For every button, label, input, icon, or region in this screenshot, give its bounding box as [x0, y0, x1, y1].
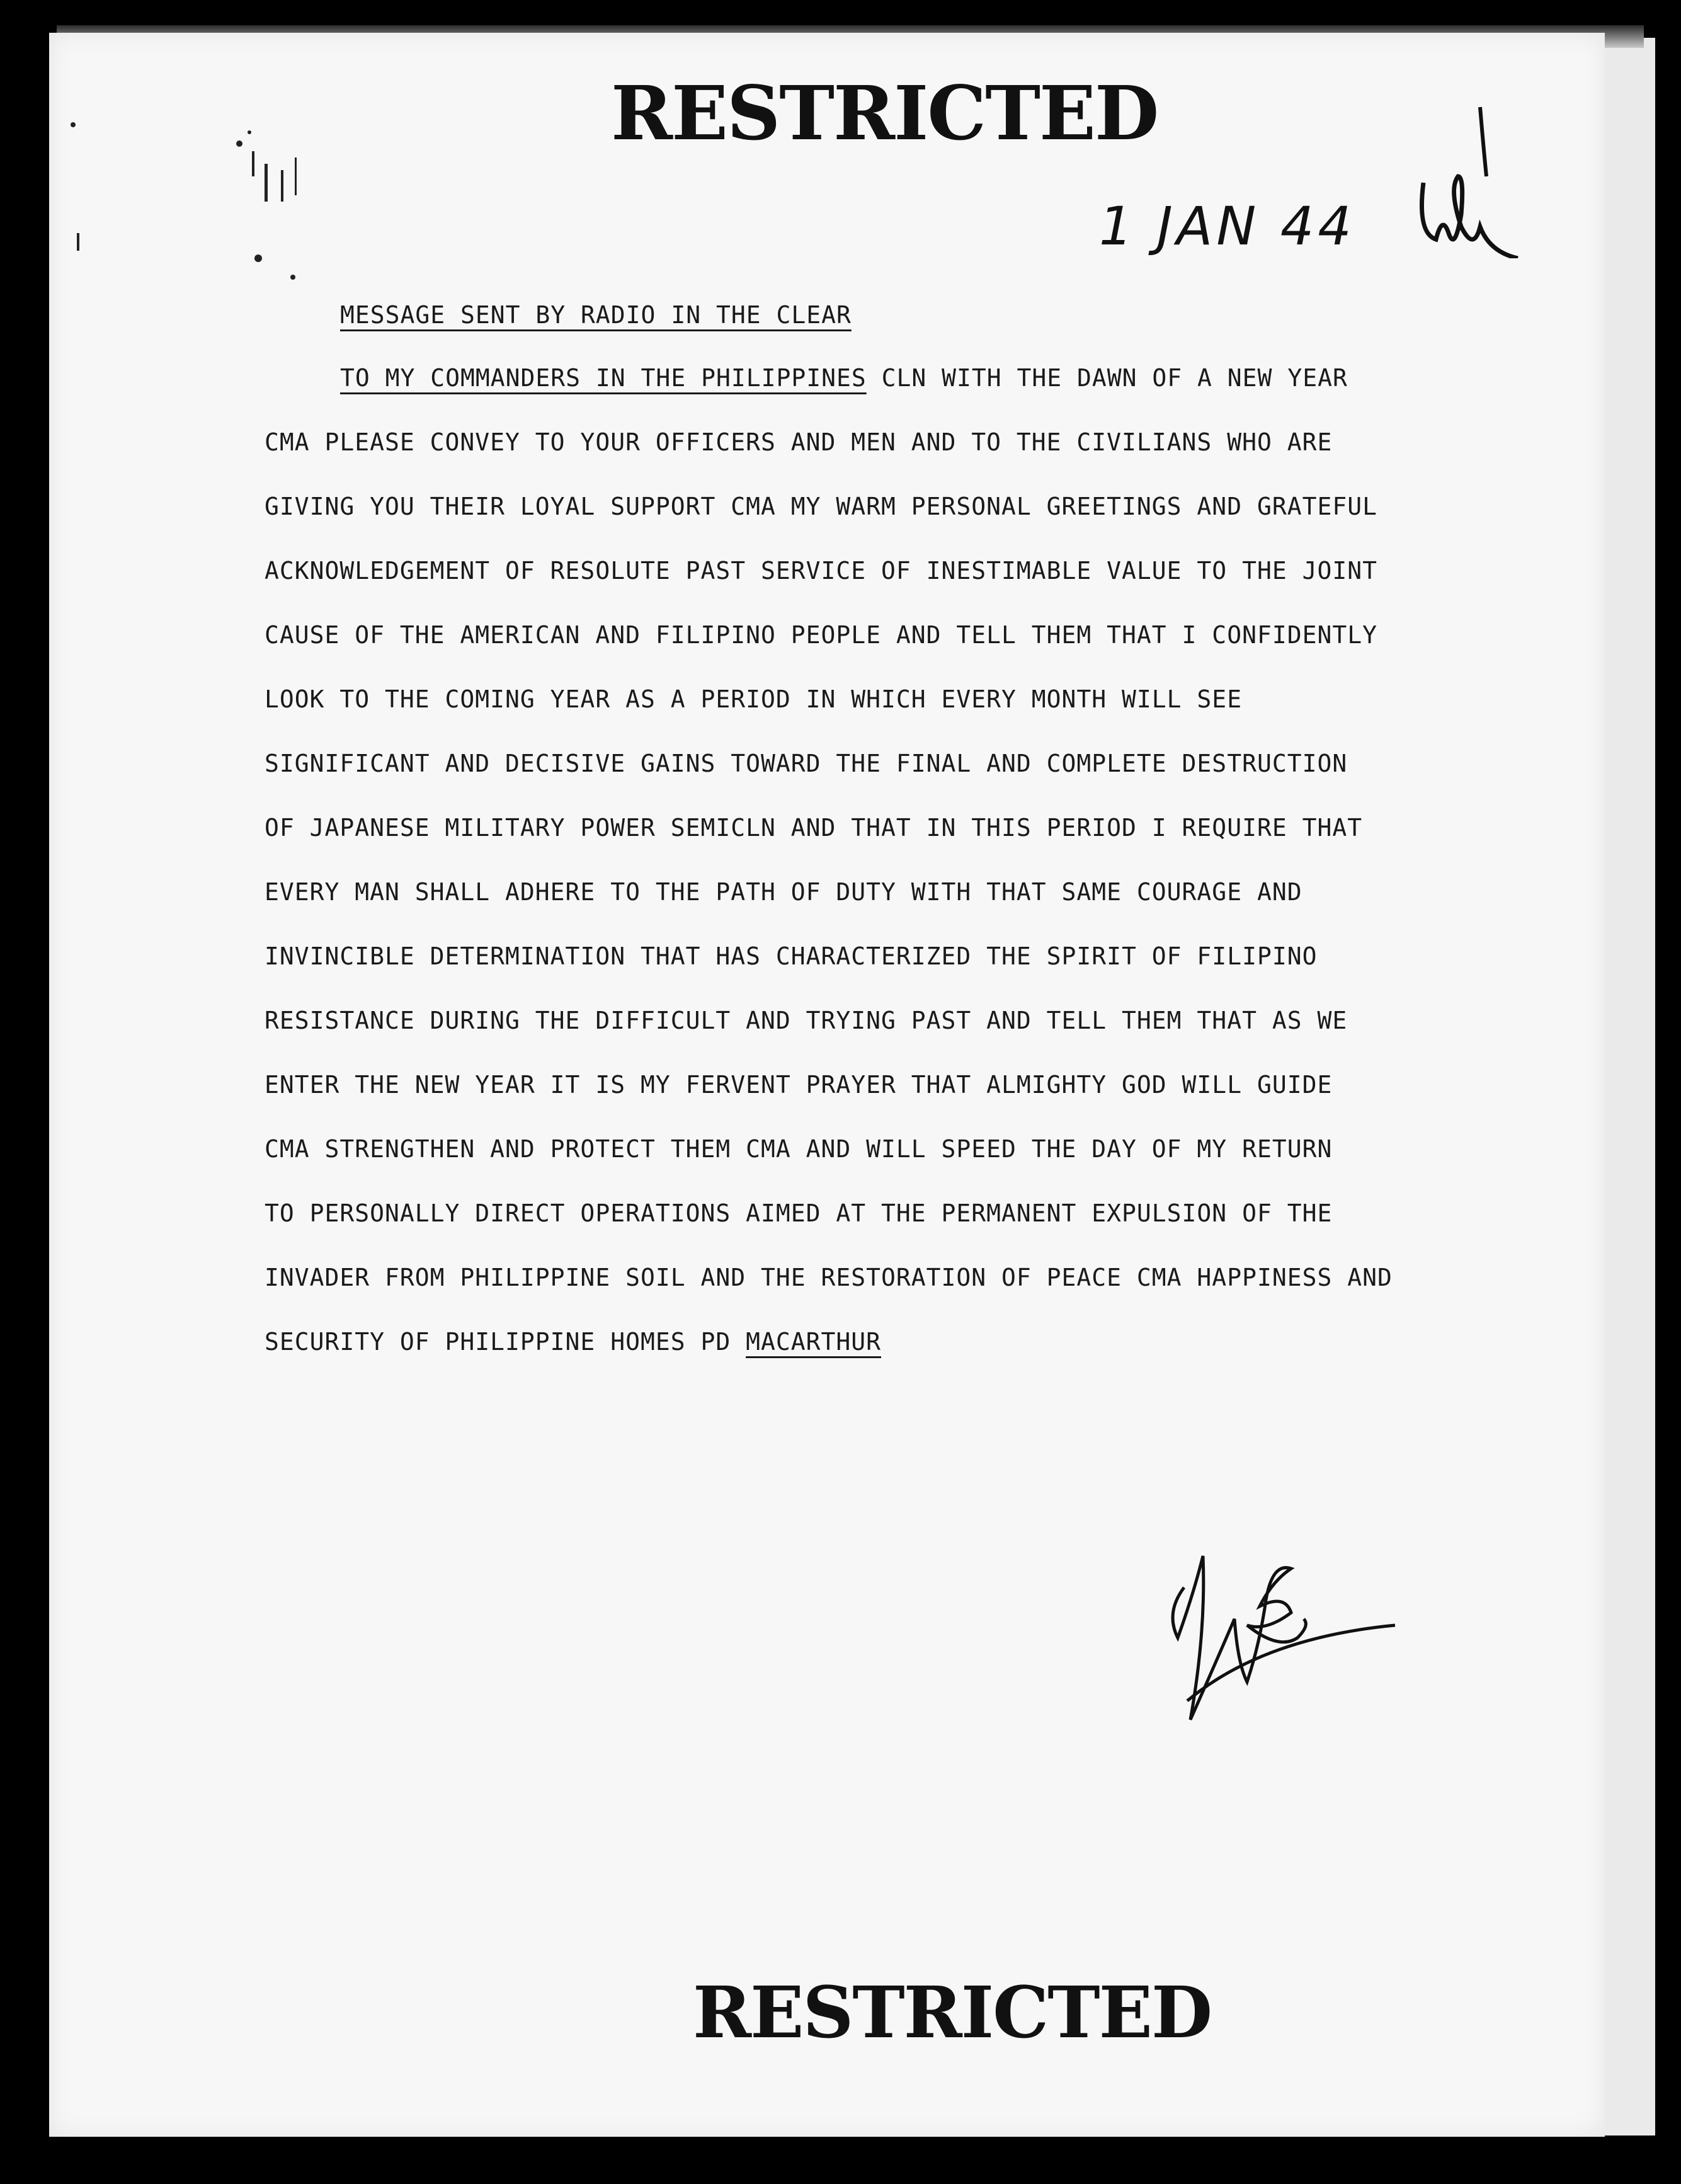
message-line-last: [265, 1323, 881, 1361]
message-line-first: [340, 359, 1348, 397]
handwritten-initials-icon: [1411, 94, 1524, 258]
handwritten-date: 1 JAN 44: [1099, 195, 1355, 257]
signer-name: MACARTHUR: [746, 1328, 881, 1356]
message-line: CAUSE OF THE AMERICAN AND FILIPINO PEOPLE AND TELL THEM THAT I CONFIDENTLY: [265, 621, 1377, 649]
classification-stamp-top: RESTRICTED: [611, 69, 1158, 157]
message-heading: MESSAGE SENT BY RADIO IN THE CLEAR: [340, 301, 852, 329]
message-line: CMA PLEASE CONVEY TO YOUR OFFICERS AND MEN AND TO THE CIVILIANS WHO ARE: [265, 428, 1333, 456]
specks-mark: [50, 88, 315, 302]
message-line: INVADER FROM PHILIPPINE SOIL AND THE RESTORATION OF PEACE CMA HAPPINESS AND: [265, 1264, 1393, 1291]
message-line: CLN WITH THE DAWN OF A NEW YEAR: [866, 364, 1348, 392]
message-line: ENTER THE NEW YEAR IT IS MY FERVENT PRAYER THAT ALMIGHTY GOD WILL GUIDE: [265, 1071, 1333, 1099]
handwritten-signature-icon: [1159, 1493, 1423, 1758]
message-line: ACKNOWLEDGEMENT OF RESOLUTE PAST SERVICE OF INESTIMABLE VALUE TO THE JOINT: [265, 557, 1377, 585]
message-line: GIVING YOU THEIR LOYAL SUPPORT CMA MY WARM PERSONAL GREETINGS AND GRATEFUL: [265, 493, 1377, 520]
message-line: CMA STRENGTHEN AND PROTECT THEM CMA AND WILL SPEED THE DAY OF MY RETURN: [265, 1135, 1333, 1163]
message-line: EVERY MAN SHALL ADHERE TO THE PATH OF DUTY WITH THAT SAME COURAGE AND: [265, 878, 1302, 906]
message-line: TO PERSONALLY DIRECT OPERATIONS AIMED AT THE PERMANENT EXPULSION OF THE: [265, 1199, 1333, 1227]
message-line: SECURITY OF PHILIPPINE HOMES PD: [265, 1328, 746, 1356]
message-line: OF JAPANESE MILITARY POWER SEMICLN AND THAT IN THIS PERIOD I REQUIRE THAT: [265, 814, 1363, 842]
addressee: TO MY COMMANDERS IN THE PHILIPPINES: [340, 364, 867, 392]
message-line: RESISTANCE DURING THE DIFFICULT AND TRYING PAST AND TELL THEM THAT AS WE: [265, 1007, 1348, 1034]
message-line: INVINCIBLE DETERMINATION THAT HAS CHARACTERIZED THE SPIRIT OF FILIPINO: [265, 942, 1318, 970]
classification-stamp-bottom: RESTRICTED: [693, 1972, 1212, 2054]
message-line: LOOK TO THE COMING YEAR AS A PERIOD IN WHICH EVERY MONTH WILL SEE: [265, 685, 1243, 713]
message-line: SIGNIFICANT AND DECISIVE GAINS TOWARD THE FINAL AND COMPLETE DESTRUCTION: [265, 750, 1348, 777]
